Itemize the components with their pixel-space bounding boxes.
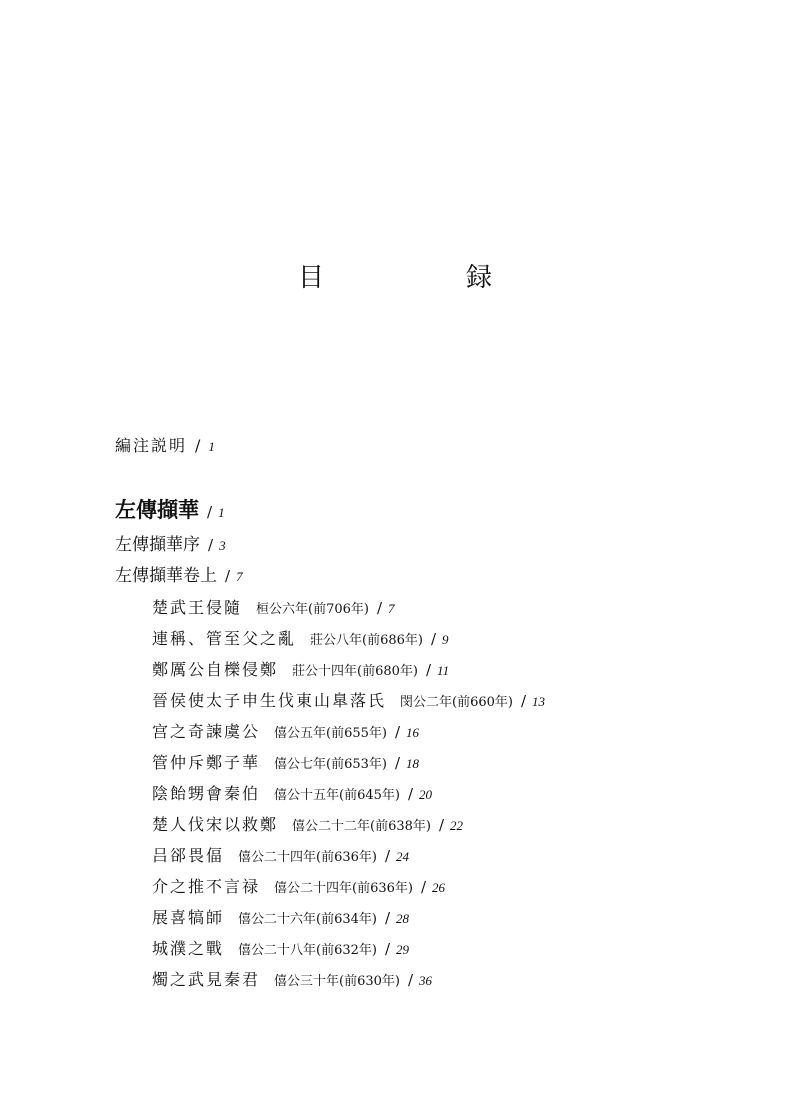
page-number: 16 (406, 725, 420, 740)
toc-entry-article[interactable] (152, 875, 445, 901)
separator: / (207, 503, 213, 521)
page-number: 9 (442, 632, 449, 647)
entry-date: 僖公五年(前655年) (274, 726, 387, 741)
page-number: 1 (218, 505, 225, 520)
entry-date: 僖公七年(前653年) (274, 757, 387, 772)
separator: / (225, 567, 231, 585)
page-number: 18 (406, 756, 420, 771)
separator: / (394, 754, 401, 772)
entry-date: 僖公二十六年(前634年) (238, 912, 377, 927)
entry-title: 展喜犒師 (152, 908, 225, 927)
separator: / (376, 599, 383, 617)
page-number: 36 (419, 973, 433, 988)
entry-title: 吕郤畏偪 (152, 846, 225, 865)
page-title: 目 録 (297, 263, 550, 293)
toc-entry-preface[interactable] (115, 533, 226, 558)
page-number: 3 (219, 538, 226, 553)
page-number: 24 (396, 849, 410, 864)
page-number: 26 (432, 880, 446, 895)
toc-entry-article[interactable] (152, 720, 419, 746)
page-number: 7 (388, 601, 395, 616)
entry-title: 鄭厲公自櫟侵鄭 (152, 660, 279, 679)
toc-entry-article[interactable] (152, 906, 409, 932)
toc-entry-article[interactable] (152, 937, 409, 963)
separator: / (394, 723, 401, 741)
entry-title: 左傳擷華 (115, 497, 199, 522)
entry-date: 莊公十四年(前680年) (292, 664, 418, 679)
toc-entry-article[interactable] (152, 658, 449, 684)
entry-title: 陰飴甥會秦伯 (152, 784, 261, 803)
entry-title: 介之推不言禄 (152, 877, 261, 896)
separator: / (407, 971, 414, 989)
entry-date: 僖公二十八年(前632年) (238, 943, 377, 958)
toc-entry-article[interactable] (152, 689, 545, 715)
toc-entry-article[interactable] (152, 813, 463, 839)
entry-title: 宫之奇諫虞公 (152, 722, 261, 741)
entry-date: 僖公二十四年(前636年) (274, 881, 413, 896)
separator: / (195, 436, 203, 455)
entry-title: 楚武王侵隨 (152, 598, 243, 617)
separator: / (384, 847, 391, 865)
entry-date: 閔公二年(前660年) (400, 695, 513, 710)
entry-date: 僖公二十二年(前638年) (292, 819, 431, 834)
page-number: 22 (450, 818, 464, 833)
entry-date: 僖公三十年(前630年) (274, 974, 400, 989)
page-number: 29 (396, 942, 410, 957)
toc-entry-article[interactable] (152, 782, 432, 808)
entry-title: 左傳擷華序 (115, 535, 200, 555)
toc-entry-article[interactable] (152, 751, 419, 777)
toc-entry-article[interactable] (152, 844, 409, 870)
entry-title: 楚人伐宋以救鄭 (152, 815, 279, 834)
page-number: 28 (396, 911, 410, 926)
separator: / (407, 785, 414, 803)
entry-title: 連稱、管至父之亂 (152, 629, 297, 648)
entry-title: 城濮之戰 (152, 939, 225, 958)
separator: / (520, 692, 527, 710)
page-number: 11 (437, 663, 450, 678)
toc-entry-book[interactable] (115, 498, 225, 525)
entry-date: 莊公八年(前686年) (310, 633, 423, 648)
separator: / (384, 940, 391, 958)
entry-title: 編注説明 (115, 436, 188, 455)
entry-title: 管仲斥鄭子華 (152, 753, 261, 772)
toc-entry-intro[interactable] (115, 434, 217, 459)
entry-title: 燭之武見秦君 (152, 970, 261, 989)
separator: / (430, 630, 437, 648)
entry-date: 僖公二十四年(前636年) (238, 850, 377, 865)
separator: / (438, 816, 445, 834)
separator: / (208, 536, 214, 554)
page-number: 20 (419, 787, 433, 802)
toc-entry-article[interactable] (152, 968, 432, 994)
page-number: 13 (532, 694, 546, 709)
entry-date: 桓公六年(前706年) (256, 602, 369, 617)
toc-entry-article[interactable] (152, 596, 395, 622)
toc-entry-volume-1[interactable] (115, 564, 243, 589)
toc-entry-article[interactable] (152, 627, 449, 653)
entry-date: 僖公十五年(前645年) (274, 788, 400, 803)
entry-title: 左傳擷華卷上 (115, 566, 217, 586)
page-number: 1 (208, 439, 217, 454)
page-number: 7 (236, 569, 243, 584)
separator: / (384, 909, 391, 927)
separator: / (420, 878, 427, 896)
separator: / (425, 661, 432, 679)
entry-title: 晉侯使太子申生伐東山臯落氏 (152, 691, 387, 710)
